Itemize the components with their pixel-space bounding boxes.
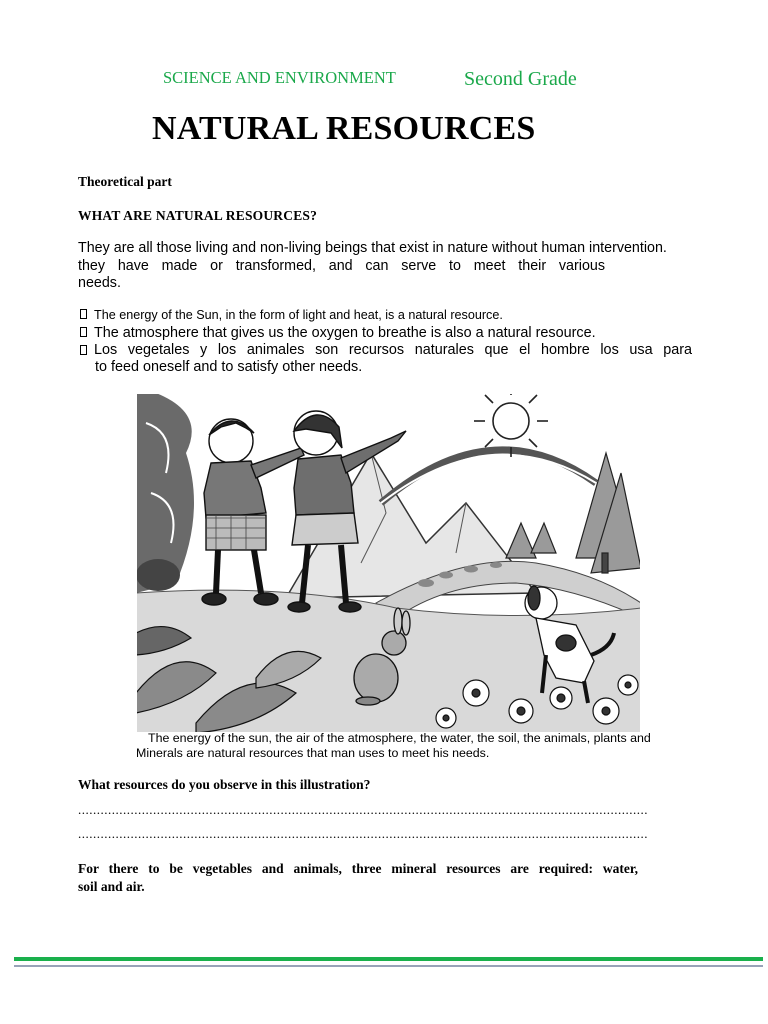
- footer-rule-gray: [14, 965, 763, 967]
- bullet-text: The atmosphere that gives us the oxygen to breathe is also a natural resource.: [94, 325, 596, 341]
- nature-illustration: [136, 393, 641, 733]
- illustration-caption: [136, 731, 656, 761]
- intro-paragraph: [78, 240, 690, 293]
- closing-paragraph: [78, 860, 638, 896]
- section-label: Theoretical part: [78, 174, 172, 189]
- bullet-list: [78, 306, 692, 376]
- answer-line-2[interactable]: ........................................................................................................................................................: [78, 826, 648, 841]
- bullet-box-icon: [80, 345, 87, 355]
- caption-line-2: Minerals are natural resources that man uses to meet his needs.: [136, 746, 490, 760]
- closing-line-2: soil and air.: [78, 879, 145, 894]
- bullet-text: Los vegetales y los animales son recursos naturales que el hombre los usa para: [94, 342, 692, 358]
- answer-line-1[interactable]: ........................................................................................................................................................: [78, 802, 648, 817]
- bullet-box-icon: [80, 327, 87, 337]
- closing-line-1: For there to be vegetables and animals, three mineral resources are required: water,: [78, 861, 638, 876]
- bullet-text: The energy of the Sun, in the form of light and heat, is a natural resource.: [94, 308, 503, 322]
- bullet-continuation: to feed oneself and to satisfy other needs.: [95, 359, 363, 375]
- subject-heading: SCIENCE AND ENVIRONMENT: [163, 68, 396, 87]
- grade-heading: Second Grade: [464, 68, 577, 90]
- bullet-item: [78, 324, 692, 342]
- footer-rule-green: [14, 957, 763, 961]
- bullet-item: [78, 306, 692, 324]
- page-title: NATURAL RESOURCES: [152, 110, 536, 147]
- intro-line-2: they have made or transformed, and can serve to meet their various: [78, 257, 605, 274]
- section-question: WHAT ARE NATURAL RESOURCES?: [78, 208, 318, 223]
- intro-line-1: They are all those living and non-living beings that exist in nature without human intervention.: [78, 240, 667, 256]
- bullet-item: [78, 342, 692, 359]
- intro-line-3: needs.: [78, 275, 121, 291]
- caption-line-1: The energy of the sun, the air of the atmosphere, the water, the soil, the animals, plants and: [148, 731, 651, 745]
- exercise-question: What resources do you observe in this illustration?: [78, 777, 371, 792]
- bullet-box-icon: [80, 309, 87, 319]
- rock-shape: [136, 559, 180, 591]
